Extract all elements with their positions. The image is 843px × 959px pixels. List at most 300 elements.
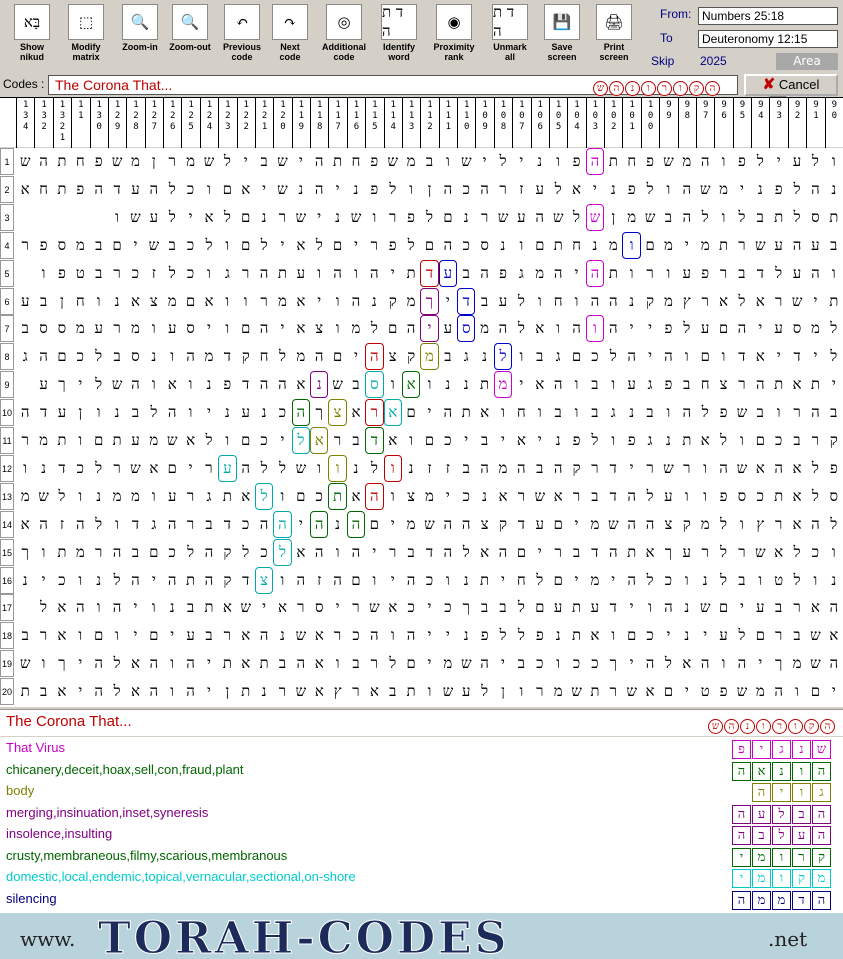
toolbar-button-2[interactable] xyxy=(118,4,162,70)
matrix-letter[interactable]: ע xyxy=(682,542,692,561)
matrix-letter[interactable]: ב xyxy=(21,626,29,645)
matrix-letter[interactable]: ב xyxy=(407,542,415,561)
matrix-letter[interactable]: ר xyxy=(95,542,103,561)
matrix-letter[interactable]: ה xyxy=(131,570,140,589)
matrix-letter[interactable]: פ xyxy=(572,431,581,449)
matrix-letter[interactable]: ל xyxy=(481,682,489,701)
matrix-letter[interactable]: מ xyxy=(406,514,416,533)
matrix-letter[interactable]: ל xyxy=(517,598,525,617)
matrix-letter[interactable]: ש xyxy=(19,654,31,673)
matrix-letter[interactable]: א xyxy=(645,682,655,701)
matrix-letter[interactable]: ש xyxy=(571,682,582,701)
matrix-letter[interactable]: ם xyxy=(700,347,710,366)
matrix-letter[interactable]: ו xyxy=(41,542,46,561)
matrix-letter[interactable]: ר xyxy=(609,682,617,701)
matrix-letter[interactable]: א xyxy=(369,682,379,701)
matrix-letter[interactable]: ה xyxy=(608,542,618,561)
matrix-letter[interactable]: ם xyxy=(149,542,159,561)
matrix-letter[interactable]: נ xyxy=(610,179,616,198)
matrix-letter[interactable]: ו xyxy=(574,403,579,422)
matrix-letter[interactable]: י xyxy=(372,542,377,561)
matrix-letter[interactable]: ז xyxy=(59,514,65,533)
matrix-letter[interactable]: ך xyxy=(420,288,438,315)
matrix-letter[interactable]: ו xyxy=(243,291,248,310)
matrix-letter[interactable]: ם xyxy=(369,514,380,533)
matrix-letter[interactable]: ה xyxy=(296,570,306,589)
matrix-letter[interactable]: ר xyxy=(591,458,599,477)
matrix-letter[interactable]: נ xyxy=(151,347,157,366)
matrix-letter[interactable]: ש xyxy=(644,207,656,226)
matrix-letter[interactable]: ר xyxy=(738,235,746,254)
matrix-letter[interactable]: א xyxy=(20,179,30,198)
matrix-letter[interactable]: א xyxy=(590,626,600,645)
matrix-letter[interactable]: ע xyxy=(590,598,600,617)
matrix-letter[interactable]: ע xyxy=(167,486,177,505)
matrix-letter[interactable]: ג xyxy=(555,347,561,366)
matrix-letter[interactable]: ל xyxy=(315,235,323,254)
matrix-letter[interactable]: י xyxy=(537,542,542,561)
matrix-letter[interactable]: ב xyxy=(572,542,581,561)
matrix-letter[interactable]: צ xyxy=(388,347,397,366)
matrix-letter[interactable]: ו xyxy=(225,319,230,338)
matrix-letter[interactable]: ה xyxy=(572,319,581,338)
matrix-letter[interactable]: נ xyxy=(206,375,212,394)
matrix-letter[interactable]: ב xyxy=(517,654,525,673)
matrix-letter[interactable]: נ xyxy=(482,347,488,366)
matrix-letter[interactable]: ר xyxy=(811,431,820,449)
matrix-letter[interactable]: נ xyxy=(831,179,837,198)
matrix-letter[interactable]: ו xyxy=(703,458,708,477)
matrix-letter[interactable]: מ xyxy=(406,152,416,170)
matrix-letter[interactable]: ן xyxy=(78,403,83,422)
matrix-letter[interactable]: ת xyxy=(204,598,214,617)
toolbar-button-9[interactable] xyxy=(488,4,532,70)
matrix-letter[interactable]: ל xyxy=(499,152,507,170)
matrix-letter[interactable]: ח xyxy=(351,152,361,170)
matrix-letter[interactable]: ו xyxy=(629,263,634,282)
matrix-letter[interactable]: כ xyxy=(168,542,176,561)
matrix-letter[interactable]: ת xyxy=(608,263,618,282)
matrix-letter[interactable]: ח xyxy=(627,152,637,170)
matrix-letter[interactable]: ג xyxy=(647,375,653,394)
matrix-letter[interactable]: ד xyxy=(425,542,434,561)
matrix-letter[interactable]: ש xyxy=(387,152,399,170)
matrix-letter[interactable]: א xyxy=(314,654,324,673)
matrix-letter[interactable]: ו xyxy=(758,570,763,589)
matrix-letter[interactable]: ו xyxy=(78,626,83,645)
matrix-letter[interactable]: ב xyxy=(444,347,452,366)
matrix-letter[interactable]: ל xyxy=(494,343,512,370)
matrix-letter[interactable]: ה xyxy=(370,263,379,282)
matrix-letter[interactable]: ב xyxy=(352,654,360,673)
matrix-letter[interactable]: י xyxy=(666,626,671,645)
matrix-letter[interactable]: ה xyxy=(94,654,103,673)
matrix-letter[interactable]: צ xyxy=(407,486,416,505)
matrix-letter[interactable]: ל xyxy=(292,427,310,454)
matrix-letter[interactable]: ל xyxy=(223,207,231,226)
matrix-letter[interactable]: ה xyxy=(39,514,48,533)
matrix-letter[interactable]: מ xyxy=(167,291,177,310)
matrix-letter[interactable]: ש xyxy=(277,152,288,170)
matrix-letter[interactable]: ו xyxy=(556,654,561,673)
matrix-letter[interactable]: מ xyxy=(75,319,85,338)
matrix-letter[interactable]: ל xyxy=(425,207,433,226)
matrix-letter[interactable]: א xyxy=(755,291,765,310)
matrix-letter[interactable]: ש xyxy=(442,682,454,701)
matrix-letter[interactable]: י xyxy=(427,598,432,617)
matrix-letter[interactable]: ו xyxy=(666,263,671,282)
matrix-letter[interactable]: נ xyxy=(463,207,469,226)
matrix-letter[interactable]: ם xyxy=(718,319,729,338)
matrix-letter[interactable]: נ xyxy=(310,371,328,398)
matrix-letter[interactable]: ב xyxy=(168,235,176,254)
matrix-letter[interactable]: מ xyxy=(480,319,490,338)
matrix-letter[interactable]: א xyxy=(351,403,361,422)
matrix-letter[interactable]: א xyxy=(553,486,563,505)
matrix-letter[interactable]: ת xyxy=(718,235,729,254)
toolbar-button-0[interactable] xyxy=(10,4,54,70)
matrix-letter[interactable]: ע xyxy=(20,291,30,310)
matrix-letter[interactable]: נ xyxy=(702,570,708,589)
matrix-letter[interactable]: ת xyxy=(829,291,839,310)
matrix-letter[interactable]: ה xyxy=(292,399,310,426)
matrix-letter[interactable]: ה xyxy=(774,458,783,477)
matrix-letter[interactable]: ך xyxy=(58,654,66,673)
matrix-letter[interactable]: ה xyxy=(259,319,269,338)
matrix-letter[interactable]: נ xyxy=(831,570,837,589)
matrix-letter[interactable]: ה xyxy=(719,458,728,477)
matrix-letter[interactable]: ש xyxy=(38,486,49,505)
matrix-letter[interactable]: ב xyxy=(481,598,489,617)
matrix-letter[interactable]: ר xyxy=(793,403,801,422)
matrix-letter[interactable]: ת xyxy=(406,263,416,282)
matrix-letter[interactable]: ש xyxy=(369,598,380,617)
matrix-letter[interactable]: ח xyxy=(572,235,581,254)
matrix-letter[interactable]: ה xyxy=(443,235,453,254)
matrix-letter[interactable]: נ xyxy=(629,403,635,422)
matrix-letter[interactable]: א xyxy=(277,598,287,617)
matrix-letter[interactable]: ו xyxy=(445,570,450,589)
matrix-letter[interactable]: ת xyxy=(829,207,839,226)
matrix-letter[interactable]: א xyxy=(498,486,508,505)
matrix-letter[interactable]: ם xyxy=(571,347,582,366)
matrix-letter[interactable]: פ xyxy=(829,458,838,477)
matrix-letter[interactable]: י xyxy=(445,486,450,505)
matrix-letter[interactable]: ל xyxy=(591,431,599,449)
matrix-letter[interactable]: א xyxy=(682,654,692,673)
matrix-letter[interactable]: ם xyxy=(167,458,177,477)
matrix-letter[interactable]: ה xyxy=(535,207,545,226)
matrix-letter[interactable]: ר xyxy=(793,598,801,617)
matrix-letter[interactable]: נ xyxy=(463,375,469,394)
matrix-letter[interactable]: צ xyxy=(149,291,158,310)
matrix-letter[interactable]: ת xyxy=(57,431,67,449)
matrix-letter[interactable]: א xyxy=(572,179,582,198)
matrix-letter[interactable]: א xyxy=(57,682,67,701)
matrix-letter[interactable]: ר xyxy=(572,486,581,505)
matrix-letter[interactable]: ש xyxy=(736,458,748,477)
matrix-letter[interactable]: י xyxy=(280,431,285,449)
matrix-letter[interactable]: ח xyxy=(75,152,85,170)
matrix-letter[interactable]: ה xyxy=(167,403,177,422)
matrix-letter[interactable]: ת xyxy=(20,682,30,701)
matrix-letter[interactable]: ו xyxy=(739,514,744,533)
matrix-letter[interactable]: א xyxy=(130,291,140,310)
matrix-letter[interactable]: ל xyxy=(720,542,728,561)
matrix-letter[interactable]: ל xyxy=(573,207,581,226)
matrix-letter[interactable]: מ xyxy=(498,458,508,477)
matrix-letter[interactable]: ה xyxy=(314,179,324,198)
matrix-letter[interactable]: א xyxy=(241,179,251,198)
matrix-letter[interactable]: ת xyxy=(222,654,232,673)
matrix-letter[interactable]: פ xyxy=(535,626,544,645)
matrix-letter[interactable]: ש xyxy=(19,152,31,170)
matrix-letter[interactable]: ס xyxy=(131,347,140,366)
matrix-letter[interactable]: י xyxy=(170,626,175,645)
matrix-letter[interactable]: ל xyxy=(738,626,746,645)
matrix-letter[interactable]: ה xyxy=(811,179,820,198)
matrix-letter[interactable]: ו xyxy=(170,347,175,366)
matrix-letter[interactable]: נ xyxy=(114,403,120,422)
matrix-letter[interactable]: נ xyxy=(684,626,690,645)
matrix-letter[interactable]: ו xyxy=(335,291,340,310)
matrix-letter[interactable]: א xyxy=(296,319,306,338)
matrix-letter[interactable]: פ xyxy=(664,375,673,394)
matrix-letter[interactable]: ב xyxy=(21,319,29,338)
matrix-letter[interactable]: ל xyxy=(756,152,764,170)
matrix-letter[interactable]: פ xyxy=(370,152,379,170)
matrix-letter[interactable]: ר xyxy=(499,179,507,198)
matrix-letter[interactable]: ס xyxy=(737,486,747,505)
matrix-letter[interactable]: א xyxy=(296,375,306,394)
matrix-letter[interactable]: ת xyxy=(627,542,637,561)
matrix-letter[interactable]: נ xyxy=(537,152,543,170)
matrix-letter[interactable]: ו xyxy=(390,626,395,645)
matrix-letter[interactable]: ת xyxy=(774,486,784,505)
matrix-letter[interactable]: ד xyxy=(420,260,438,287)
matrix-letter[interactable]: ש xyxy=(810,654,821,673)
matrix-letter[interactable]: ל xyxy=(462,542,470,561)
matrix-letter[interactable]: נ xyxy=(500,235,506,254)
matrix-letter[interactable]: ה xyxy=(365,483,383,510)
cancel-button[interactable] xyxy=(744,74,838,96)
matrix-letter[interactable]: פ xyxy=(627,179,636,198)
matrix-letter[interactable]: ם xyxy=(535,598,545,617)
matrix-letter[interactable]: פ xyxy=(370,179,379,198)
matrix-letter[interactable]: ש xyxy=(148,235,160,254)
matrix-letter[interactable]: כ xyxy=(775,431,783,449)
matrix-letter[interactable]: מ xyxy=(425,486,434,505)
matrix-letter[interactable]: ל xyxy=(168,263,176,282)
matrix-letter[interactable]: ז xyxy=(519,179,524,198)
matrix-letter[interactable]: ה xyxy=(39,152,48,170)
matrix-letter[interactable]: ר xyxy=(774,291,783,310)
matrix-letter[interactable]: י xyxy=(206,319,211,338)
matrix-letter[interactable]: ת xyxy=(222,486,232,505)
matrix-letter[interactable]: ח xyxy=(553,291,563,310)
matrix-letter[interactable]: א xyxy=(792,486,802,505)
matrix-letter[interactable]: ל xyxy=(407,235,415,254)
matrix-letter[interactable]: י xyxy=(427,403,432,422)
matrix-letter[interactable]: ה xyxy=(370,626,379,645)
matrix-letter[interactable]: צ xyxy=(255,567,273,594)
matrix-letter[interactable]: ז xyxy=(445,458,450,477)
matrix-letter[interactable]: ו xyxy=(574,375,579,394)
matrix-letter[interactable]: ל xyxy=(113,682,121,701)
matrix-letter[interactable]: פ xyxy=(58,263,66,282)
matrix-letter[interactable]: ע xyxy=(535,514,544,533)
matrix-letter[interactable]: ו xyxy=(684,486,689,505)
matrix-letter[interactable]: ה xyxy=(553,263,563,282)
matrix-letter[interactable]: ע xyxy=(682,263,692,282)
matrix-letter[interactable]: ר xyxy=(186,486,195,505)
matrix-letter[interactable]: כ xyxy=(591,347,599,366)
matrix-letter[interactable] xyxy=(16,371,34,398)
matrix-letter[interactable]: כ xyxy=(664,570,673,589)
matrix-letter[interactable]: ש xyxy=(295,458,307,477)
matrix-letter[interactable]: ש xyxy=(460,654,472,673)
matrix-letter[interactable]: י xyxy=(354,347,358,366)
matrix-letter[interactable]: א xyxy=(20,514,30,533)
matrix-letter[interactable]: ת xyxy=(480,375,490,394)
matrix-letter[interactable]: ק xyxy=(223,570,232,589)
matrix-letter[interactable]: כ xyxy=(278,403,287,422)
matrix-letter[interactable]: י xyxy=(648,319,652,338)
matrix-letter[interactable]: נ xyxy=(353,179,359,198)
matrix-letter[interactable]: ב xyxy=(775,598,783,617)
matrix-letter[interactable]: ת xyxy=(328,483,346,510)
matrix-letter[interactable]: כ xyxy=(315,486,323,505)
matrix-letter[interactable]: ת xyxy=(186,570,196,589)
matrix-letter[interactable]: א xyxy=(755,347,765,366)
matrix-letter[interactable]: ג xyxy=(647,431,653,449)
matrix-letter[interactable]: א xyxy=(480,403,490,422)
matrix-letter[interactable]: ע xyxy=(241,403,250,422)
matrix-letter[interactable]: י xyxy=(629,598,634,617)
matrix-letter[interactable]: ו xyxy=(831,263,836,282)
matrix-letter[interactable]: י xyxy=(335,598,340,617)
matrix-letter[interactable]: ה xyxy=(682,403,692,422)
matrix-letter[interactable]: א xyxy=(296,291,306,310)
matrix-letter[interactable]: ו xyxy=(225,235,230,254)
matrix-letter[interactable]: נ xyxy=(96,570,102,589)
matrix-letter[interactable]: ב xyxy=(425,152,434,170)
matrix-letter[interactable]: ה xyxy=(39,347,48,366)
matrix-letter[interactable]: ז xyxy=(151,263,156,282)
matrix-letter[interactable]: ע xyxy=(792,263,802,282)
matrix-letter[interactable]: ה xyxy=(480,263,489,282)
matrix-letter[interactable]: ע xyxy=(218,455,236,482)
matrix-letter[interactable]: ע xyxy=(462,682,471,701)
matrix-letter[interactable]: ש xyxy=(460,152,472,170)
matrix-letter[interactable]: ו xyxy=(537,403,542,422)
matrix-letter[interactable]: ל xyxy=(793,179,801,198)
matrix-letter[interactable]: ן xyxy=(60,291,64,310)
matrix-letter[interactable]: ו xyxy=(556,319,561,338)
matrix-letter[interactable]: ס xyxy=(811,207,820,226)
matrix-letter[interactable]: מ xyxy=(351,319,361,338)
matrix-letter[interactable]: ל xyxy=(278,347,286,366)
matrix-letter[interactable]: נ xyxy=(629,291,635,310)
matrix-letter[interactable]: א xyxy=(388,598,398,617)
matrix-letter[interactable]: ה xyxy=(443,403,453,422)
matrix-letter[interactable]: א xyxy=(204,207,214,226)
matrix-letter[interactable]: ב xyxy=(462,458,470,477)
matrix-letter[interactable]: ל xyxy=(58,486,66,505)
matrix-letter[interactable]: ר xyxy=(352,682,360,701)
matrix-letter[interactable]: ש xyxy=(791,291,803,310)
matrix-letter[interactable]: ו xyxy=(611,375,616,394)
matrix-letter[interactable]: ו xyxy=(721,347,726,366)
matrix-letter[interactable]: ה xyxy=(627,570,636,589)
matrix-letter[interactable]: ל xyxy=(517,626,525,645)
matrix-letter[interactable]: ת xyxy=(774,375,784,394)
matrix-letter[interactable]: ס xyxy=(314,598,324,617)
toolbar-button-4[interactable] xyxy=(220,4,264,70)
matrix-letter[interactable]: ל xyxy=(517,291,525,310)
matrix-letter[interactable]: ה xyxy=(314,347,324,366)
matrix-letter[interactable]: כ xyxy=(352,626,360,645)
matrix-letter[interactable]: ה xyxy=(406,626,416,645)
matrix-letter[interactable]: ה xyxy=(627,514,636,533)
matrix-letter[interactable]: ה xyxy=(186,654,195,673)
matrix-letter[interactable]: ל xyxy=(113,654,121,673)
matrix-letter[interactable]: א xyxy=(241,626,251,645)
matrix-letter[interactable]: א xyxy=(204,291,214,310)
matrix-letter[interactable]: ג xyxy=(224,263,230,282)
matrix-letter[interactable]: ם xyxy=(296,486,306,505)
matrix-letter[interactable]: ו xyxy=(207,263,211,282)
matrix-letter[interactable]: ה xyxy=(829,654,839,673)
matrix-letter[interactable]: ן xyxy=(427,179,432,198)
matrix-letter[interactable]: ת xyxy=(682,431,692,449)
matrix-letter[interactable]: ק xyxy=(388,291,397,310)
matrix-letter[interactable]: ד xyxy=(591,542,599,561)
matrix-letter[interactable] xyxy=(90,204,108,231)
matrix-letter[interactable]: כ xyxy=(131,263,140,282)
matrix-letter[interactable]: ה xyxy=(278,375,287,394)
matrix-letter[interactable]: א xyxy=(792,375,802,394)
matrix-letter[interactable]: ס xyxy=(829,486,839,505)
matrix-letter[interactable]: נ xyxy=(261,207,267,226)
matrix-letter[interactable]: ש xyxy=(586,204,604,231)
matrix-letter[interactable]: ב xyxy=(186,598,195,617)
matrix-letter[interactable]: ד xyxy=(131,514,140,533)
matrix-letter[interactable]: מ xyxy=(700,514,710,533)
matrix-letter[interactable]: כ xyxy=(444,431,452,449)
matrix-letter[interactable]: י xyxy=(739,598,744,617)
matrix-letter[interactable]: ס xyxy=(57,235,67,254)
matrix-letter[interactable]: ה xyxy=(498,542,508,561)
matrix-letter[interactable]: ב xyxy=(591,403,599,422)
matrix-letter[interactable]: י xyxy=(78,375,83,394)
matrix-letter[interactable]: י xyxy=(262,598,267,617)
matrix-letter[interactable]: כ xyxy=(462,486,470,505)
matrix-letter[interactable]: ק xyxy=(572,458,581,477)
toolbar-button-7[interactable] xyxy=(377,4,421,70)
matrix-letter[interactable]: ך xyxy=(609,654,617,673)
matrix-letter[interactable]: א xyxy=(792,514,802,533)
matrix-letter[interactable]: כ xyxy=(407,598,415,617)
matrix-letter[interactable]: ם xyxy=(388,319,398,338)
matrix-letter[interactable]: י xyxy=(335,179,340,198)
matrix-letter[interactable]: ו xyxy=(537,291,542,310)
matrix-letter[interactable]: ו xyxy=(335,654,340,673)
matrix-letter[interactable]: נ xyxy=(22,570,28,589)
matrix-letter[interactable]: ת xyxy=(259,654,269,673)
matrix-letter[interactable]: פ xyxy=(388,235,397,254)
matrix-letter[interactable]: ב xyxy=(554,403,562,422)
